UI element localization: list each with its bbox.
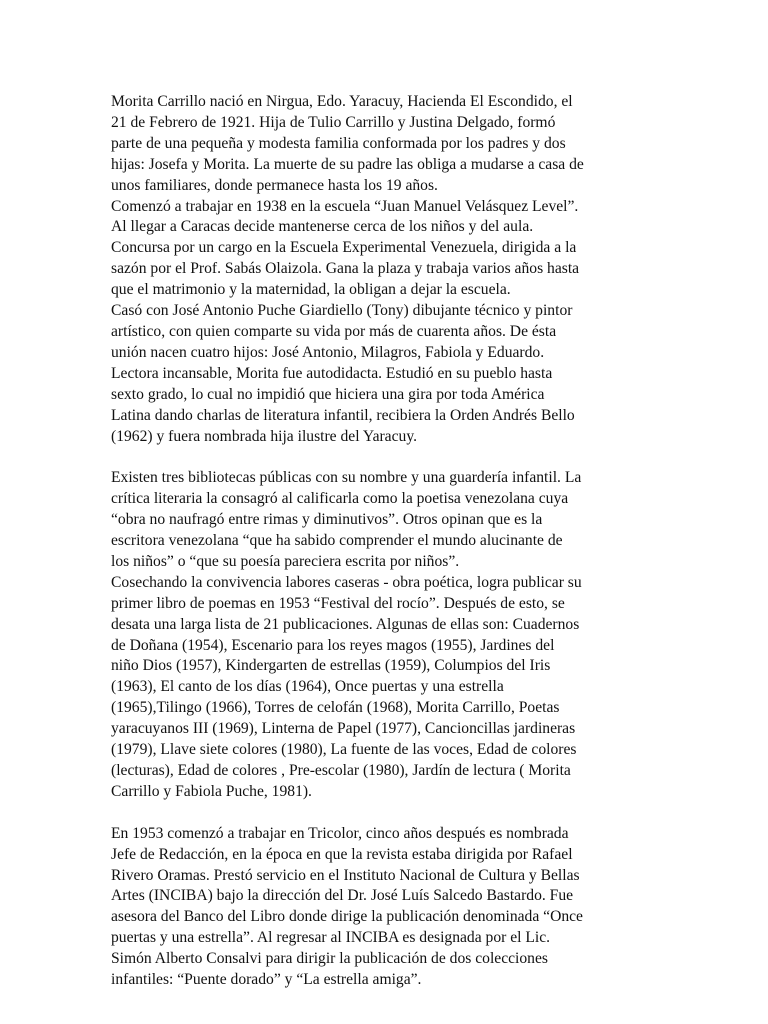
text-line: (1979), Llave siete colores (1980), La fuente de las voces, Edad de colores: [111, 741, 577, 759]
text-line: los niños” o “que su poesía pareciera escrita por niños”.: [111, 552, 460, 570]
text-line: (lecturas), Edad de colores , Pre-escolar (1980), Jardín de lectura ( Morita: [111, 761, 571, 779]
text-line: sazón por el Prof. Sabás Olaizola. Gana la plaza y trabaja varios años hasta: [111, 260, 580, 278]
text-line: artístico, con quien comparte su vida por más de cuarenta años. De ésta: [111, 322, 557, 340]
text-line: primer libro de poemas en 1953 “Festival del rocío”. Después de esto, se: [111, 594, 565, 612]
text-line: (1963), El canto de los días (1964), Once puertas y una estrella: [111, 678, 504, 696]
text-line: desata una larga lista de 21 publicaciones. Algunas de ellas son: Cuadernos: [111, 615, 580, 633]
text-line: niño Dios (1957), Kindergarten de estrellas (1959), Columpios del Iris: [111, 657, 551, 675]
text-line: Simón Alberto Consalvi para dirigir la publicación de dos colecciones: [111, 950, 548, 968]
paragraph-libraries: [111, 468, 671, 573]
text-line: escritora venezolana “que ha sabido comprender el mundo alucinante de: [111, 532, 563, 550]
text-line: Jefe de Redacción, en la época en que la revista estaba dirigida por Rafael: [111, 845, 573, 863]
text-line: Morita Carrillo nació en Nirgua, Edo. Yaracuy, Hacienda El Escondido, el: [111, 93, 573, 110]
text-line: Concursa por un cargo en la Escuela Experimental Venezuela, dirigida a la: [111, 239, 577, 257]
text-line: sexto grado, lo cual no impidió que hiciera una gira por toda América: [111, 385, 545, 403]
document-page: [111, 92, 671, 1012]
paragraph-marriage: [111, 301, 671, 364]
text-line: unos familiares, donde permanece hasta los 19 años.: [111, 176, 438, 194]
paragraph-self-taught: [111, 364, 671, 448]
text-line: puertas y una estrella”. Al regresar al INCIBA es designada por el Lic.: [111, 929, 551, 947]
text-line: yaracuyanos III (1969), Linterna de Papel (1977), Cancioncillas jardineras: [111, 720, 576, 738]
text-line: “obra no naufragó entre rimas y diminutivos”. Otros opinan que es la: [111, 511, 543, 529]
text-line: Existen tres bibliotecas públicas con su nombre y una guardería infantil. La: [111, 469, 582, 487]
text-line: (1962) y fuera nombrada hija ilustre del Yaracuy.: [111, 427, 418, 445]
text-line: Artes (INCIBA) bajo la dirección del Dr. José Luís Salcedo Bastardo. Fue: [111, 887, 574, 905]
text-line: de Doñana (1954), Escenario para los reyes magos (1955), Jardines del: [111, 636, 555, 654]
text-line: que el matrimonio y la maternidad, la obligan a dejar la escuela.: [111, 281, 511, 299]
text-line: infantiles: “Puente dorado” y “La estrella amiga”.: [111, 971, 422, 989]
text-line: Latina dando charlas de literatura infantil, recibiera la Orden Andrés Bello: [111, 406, 575, 424]
text-line: parte de una pequeña y modesta familia conformada por los padres y dos: [111, 134, 566, 152]
text-line: Comenzó a trabajar en 1938 en la escuela “Juan Manuel Velásquez Level”.: [111, 197, 579, 215]
text-line: Rivero Oramas. Prestó servicio en el Instituto Nacional de Cultura y Bellas: [111, 866, 580, 884]
text-line: hijas: Josefa y Morita. La muerte de su padre las obliga a mudarse a casa de: [111, 155, 584, 173]
text-line: Al llegar a Caracas decide mantenerse cerca de los niños y del aula.: [111, 218, 534, 236]
text-line: 21 de Febrero de 1921. Hija de Tulio Carrillo y Justina Delgado, formó: [111, 113, 556, 131]
text-line: Casó con José Antonio Puche Giardiello (Tony) dibujante técnico y pintor: [111, 302, 573, 320]
section-tricolor: [111, 824, 671, 991]
text-line: crítica literaria la consagró al calificarla como la poetisa venezolana cuya: [111, 490, 569, 508]
paragraph-career-start: [111, 197, 671, 302]
section-legacy: [111, 468, 671, 803]
text-line: En 1953 comenzó a trabajar en Tricolor, cinco años después es nombrada: [111, 824, 569, 842]
paragraph-publications: [111, 573, 671, 803]
paragraph-birth: [111, 92, 671, 197]
text-line: Cosechando la convivencia labores caseras - obra poética, logra publicar su: [111, 573, 582, 591]
section-biography: [111, 92, 671, 447]
text-line: (1965),Tilingo (1966), Torres de celofán (1968), Morita Carrillo, Poetas: [111, 699, 560, 717]
text-line: Lectora incansable, Morita fue autodidacta. Estudió en su pueblo hasta: [111, 364, 553, 382]
text-line: asesora del Banco del Libro donde dirige la publicación denominada “Once: [111, 908, 583, 926]
paragraph-tricolor: [111, 824, 671, 991]
text-line: Carrillo y Fabiola Puche, 1981).: [111, 782, 312, 800]
text-line: unión nacen cuatro hijos: José Antonio, Milagros, Fabiola y Eduardo.: [111, 343, 545, 361]
